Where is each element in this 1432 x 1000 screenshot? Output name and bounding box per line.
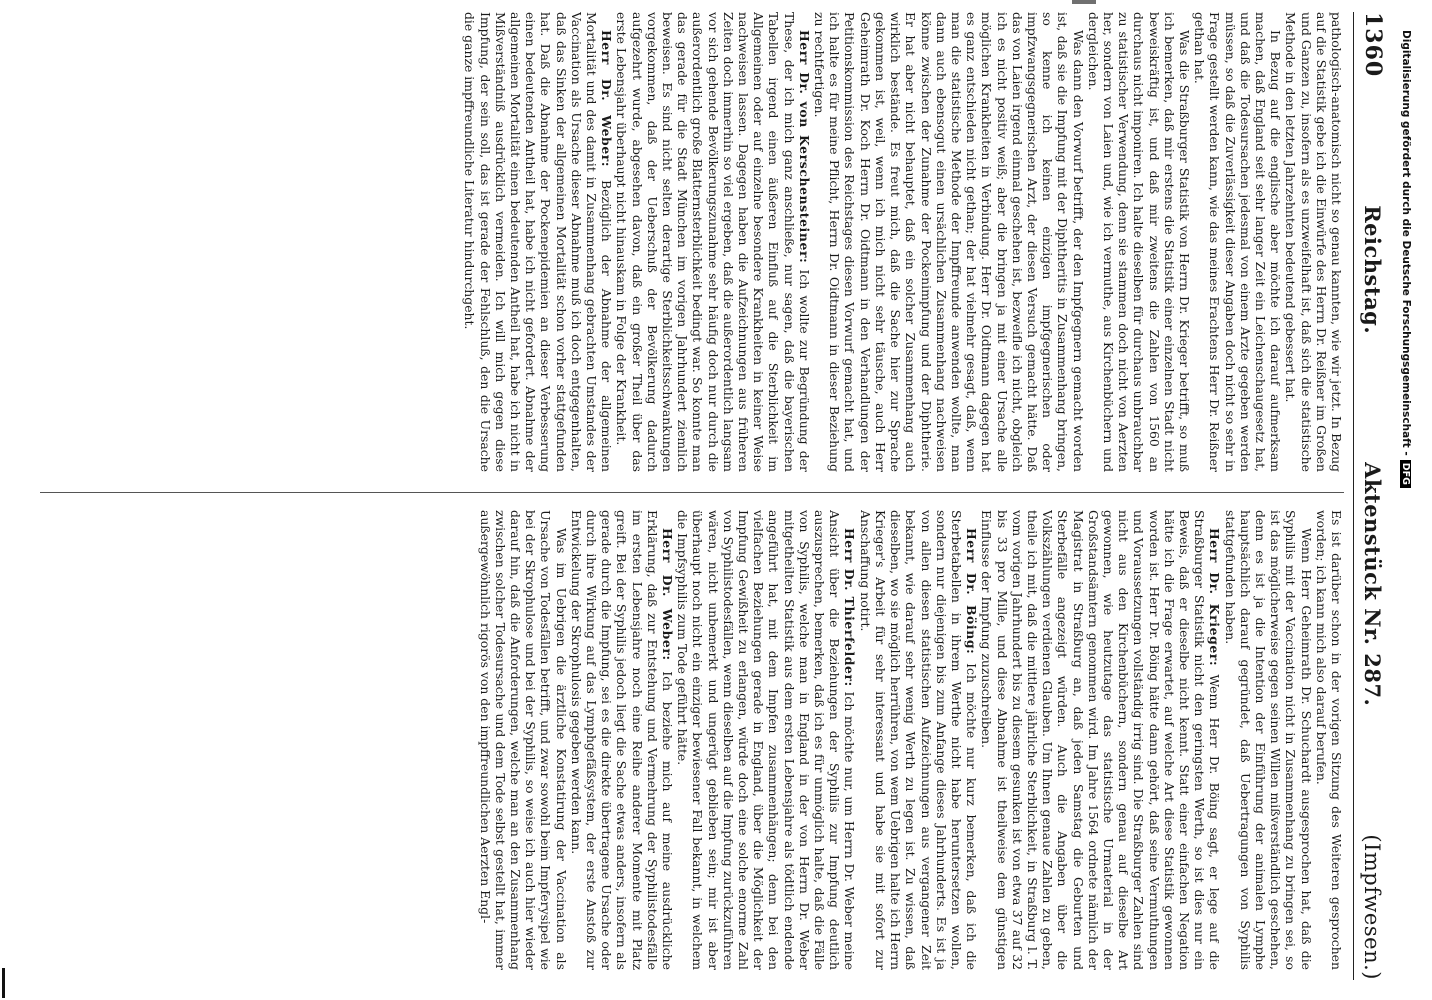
paragraph-text: pathologisch-anatomisch nicht so genau kannten, wie wir jetzt. In Bezug auf die Statistik gebe ich die Einwürfe des Herrn Dr. Reißner im Großen und Ganzen zu, insofern als es unzweifelhaft ist, daß sich die statistische Methode in den letzten Jahrzehnten bedeutend gebessert hat. bbox=[1283, 12, 1344, 472]
paragraph bbox=[462, 12, 614, 472]
column-divider bbox=[40, 492, 1344, 493]
scan-edge-mark bbox=[2, 968, 5, 998]
dfg-logo: DFG bbox=[1400, 460, 1411, 488]
paragraph-text: Wenn Herr Geheimrath Dr. Schuchardt ausgesprochen hat, daß die Syphilis mit der Vaccination nicht in Zusammenhang zu bringen sei, so ist das möglicherweise gegen seinen Willen mißverständlich geschehen, denn es ist ja die Intention der Einführung der animalen Lymphe hauptsächlich darauf gegründet, daß Uebertragungen von Syphilis stattgefunden haben. bbox=[1222, 510, 1314, 970]
paragraph bbox=[1314, 510, 1344, 970]
document-topic: (Impfwesen.) bbox=[1360, 834, 1384, 980]
paragraph-text: In Bezug auf die englische aber möchte ich darauf aufmerksam machen, daß England seit sehr langer Zeit ein Leichenschaugesetz hat, und daß die Todesursachen jedesmal von einem Arzte gegeben werden müssen, so daß die Zuverlässigkeit dieser Angaben doch nicht so sehr in Frage gestellt werden kann, wie das meines Erachtens Herr Dr. Reißner gethan hat. bbox=[1192, 12, 1284, 472]
speaker-name: Herr Dr. Böing: bbox=[964, 528, 980, 655]
rotated-document-page bbox=[30, 12, 1400, 980]
left-text-column bbox=[30, 12, 1344, 472]
paragraph-text: Was die Straßburger Statistik von Herrn Dr. Krieger betrifft, so muß ich bemerken, daß mir erstens die Statistik einer einzelnen Stadt nicht beweiskräftig ist, und daß mir zweitens die Zahlen von 1560 an durchaus nicht imponiren. Ich halte dieselben für durchaus unbrauchbar zu statistischer Verwendung, denn sie stammen doch nicht von Aerzten her, sondern von Laien und, wie ich vermuthe, aus Kirchenbüchern und dergleichen. bbox=[1085, 12, 1192, 472]
paragraph bbox=[1086, 12, 1192, 472]
paragraph-text: Es ist darüber schon in der vorigen Sitzung des Weiteren gesprochen worden; ich kann mich also darauf berufen. bbox=[1313, 510, 1344, 970]
document-number: Aktenstück Nr. 287. bbox=[1360, 462, 1385, 707]
paragraph-text: Bezüglich der Abnahme der allgemeinen Mortalität und des damit in Zusammenhang gebrachten Umstandes der Vaccination als Ursache dieser Abnahme muß ich doch entgegenhalten, daß das Sinken der allgemeinen Mortalität schon vorher stattgefunden hat. Daß die Abnahme der Pockenepidemien an dieser Verbesserung einen bedeutenden Antheil hat, habe ich nicht gefordert. Abnahme der allgemeinen Mortalität einen bedeutenden Antheil hat, habe ich nicht in Mißverständniß ausdrücklich vermeiden. Ich will mich gegen diese Impfung, der sein soll, das ist gerade der Fehlschluß, den die Ursache die ganze impffreundliche Literatur hindurchgeht. bbox=[462, 12, 615, 472]
paragraph bbox=[979, 510, 1222, 970]
scan-top-mark bbox=[1072, 0, 1096, 4]
paragraph bbox=[569, 510, 675, 970]
paragraph-text: Ich wollte zur Begründung der These, der ich mich ganz anschließe, nur sagen, daß die bayerischen Tabellen irgend einen äußeren Einfluß auf die Sterblichkeit im Allgemeinen oder auf einzelne besondere Krankheiten in keiner Weise nachweisen lassen. Dagegen haben die Aufzeichnungen aus früheren Zeiten doch immerhin so viel ergeben, daß die außerordentlich langsam vor sich gehende Bevölkerungszunahme sehr häufig doch nur durch die außerordentlich große Blatternsterblichkeit bedingt war. So konnte man das gerade für die Stadt München im vorigen Jahrhundert ziemlich beweisen. Es sind nicht selten derartige Sterblichkeitsschwankungen vorgekommen, daß der Ueberschuß der Bevölkerung dadurch aufgezehrt wurde, abgesehen davon, daß ein großer Theil über das erste Lebensjahr überhaupt nicht hinauskam in Folge der Krankheit. bbox=[614, 12, 812, 472]
paragraph-text: Ich möchte nur kurz bemerken, daß ich die Sterbetabellen in ihrem Werthe nicht habe heruntersetzen wollen, sondern nur diejenigen bis zum Anfange dieses Jahrhunderts. Es ist ja von allen diesen statistischen Aufzeichnungen aus vergangener Zeit bekannt, wie darauf sehr wenig Werth zu legen ist. Zu wissen, daß dieselben, wo sie möglich herrühren, von wem Uebrigen halte ich Herrn Krieger's Arbeit für sehr interessant und habe sie mit sofort zur Anschaffung notirt. bbox=[857, 510, 980, 970]
speaker-name: Herr Dr. Weber: bbox=[660, 528, 676, 661]
paragraph-text: Was dann den Vorwurf betrifft, der den Impfgegnern gemacht worden ist, daß sie die Impfung mit der Diphtheritis in Zusammenhang bringen, so kenne ich keinen einzigen impfgegnerischen oder impfzwangsgegnerischen Arzt, der diesen Versuch gemacht hätte. Daß das von Laien irgend einmal geschehen ist, bezweifle ich nicht, obgleich ich es nicht positiv weiß; aber die bringen ja mit einer Ursache alle möglichen Krankheiten in Verbindung. Herr Dr. Oidtmann dagegen hat es ganz entschieden nicht gethan; der hat vielmehr gesagt, daß, wenn man die statistische Methode der Impffreunde anwenden wollte, man dann auch ebensogut einen ursächlichen Zusammenhang nachweisen könne zwischen der Zunahme der Pockenimpfung und der Diphtherie. Er hat aber nicht behauptet, daß ein solcher Zusammenhang auch wirklich bestände. Es freut mich, daß die Sache hier zur Sprache gekommen ist, weil, wenn ich mich nicht sehr täusche, auch Herr Geheimrath Dr. Koch Herrn Dr. Oidtmann in den Verhandlungen der Petitionskommission des Reichstages diesen Vorwurf gemacht hat, und ich halte es für meine Pflicht, Herrn Dr. Oidtmann in dieser Beziehung zu rechtfertigen. bbox=[812, 12, 1086, 472]
page-header bbox=[1360, 12, 1400, 980]
paragraph bbox=[614, 12, 812, 472]
paragraph-text: Ich möchte nur, um Herrn Dr. Weber meine Ansicht über die Beziehungen der Syphilis zur Impfung deutlich auszusprechen, bemerken, daß ich es für unmöglich halte, daß die Fälle von Syphilis, welche man in England in der von Herrn Dr. Weber mitgetheilten Statistik aus dem ersten Lebensjahre als tödtlich endende angeführt hat, mit dem Impfen zusammenhängen; denn bei den vielfachen Beziehungen gerade in England, über die Möglichkeit der Impfung Gewißheit zu erlangen, würde doch eine solche enorme Zahl von Syphilistodesfällen, wenn dieselben auf die Impfung zurückzuführen wären, nicht unbemerkt und ungerügt geblieben sein; mir ist aber überhaupt noch nicht ein einziger bewiesener Fall bekannt, in welchem die Impfsyphilis zum Tode geführt hätte. bbox=[675, 510, 858, 970]
paragraph bbox=[675, 510, 857, 970]
digitization-credit bbox=[1396, 30, 1412, 990]
digitization-credit-text: Digitalisierung gefördert durch die Deutsche Forschungsgemeinschaft - bbox=[1400, 30, 1412, 456]
speaker-name: Herr Dr. Krieger: bbox=[1207, 528, 1223, 667]
paragraph bbox=[1222, 510, 1313, 970]
paragraph bbox=[1283, 12, 1344, 472]
paragraph bbox=[812, 12, 1086, 472]
header-rule bbox=[1353, 12, 1354, 980]
speaker-name: Herr Dr. Weber: bbox=[599, 30, 615, 168]
paragraph bbox=[477, 510, 568, 970]
right-text-column bbox=[30, 510, 1344, 970]
speaker-name: Herr Dr. Thierfelder: bbox=[842, 528, 858, 687]
paragraph-text: Wenn Herr Dr. Böing sagt, er lege auf die Straßburger Statistik nicht den geringsten Werth, so ist dies nur ein Beweis, daß er dieselbe nicht kennt. Statt einer einfachen Negation hätte ich die Frage erwartet, auf welche Art diese Statistik gewonnen worden ist. Herr Dr. Böing hätte dann gehört, daß seine Vermuthungen und Voraussetzungen vollständig irrig sind. Die Straßburger Zahlen sind nicht aus den Kirchenbüchern, sondern genau auf dieselbe Art gewonnen, wie heutzutage das statistische Urmaterial in der Großstandsämtern genommen wird. Im Jahre 1564 ordnete nämlich der Magistrat in Straßburg an, daß jeden Samstag die Geburten und Sterbefälle angezeigt würden. Auch die Angaben über die Volkszählungen verdienen Glauben. Um Ihnen genaue Zahlen zu geben, theile ich mit, daß die mittlere jährliche Sterblichkeit, in Straßburg l. T. vom vorigen Jahrhundert bis zu diesem gesunken ist von etwa 37 auf 32 bis 33 pro Mille, und diese Abnahme ist theilweise dem günstigen Einflusse der Impfung zuzuschreiben. bbox=[979, 510, 1223, 970]
paragraph-text: Was im Uebrigen die ärztliche Konstatirung der Vaccination als Ursache von Todesfällen betrifft, und zwar sowohl beim Impferysipel wie bei der Skrophulose und bei der Syphilis, so weise ich auch hier wieder darauf hin, daß die Anforderungen, welche man an den Zusammenhang zwischen solcher Todesursache und dem Tode selbst gestellt hat, immer außergewöhnlich rigorös von den impffreundlichen Aerzten Engl- bbox=[477, 510, 569, 970]
paragraph bbox=[1192, 12, 1283, 472]
paragraph bbox=[858, 510, 980, 970]
page-number: 1360 bbox=[1360, 12, 1386, 78]
publication-title: Reichstag. bbox=[1360, 205, 1385, 335]
speaker-name: Herr Dr. von Kerschensteiner: bbox=[796, 30, 812, 264]
paragraph-text: Ich beziehe mich auf meine ausdrückliche Erklärung, daß zur Entstehung und Vermehrung der Syphilistodesfälle im ersten Lebensjahre noch eine Reihe anderer Momente mit Platz greift. Bei der Syphilis jedoch liegt die Sache etwas anders, insofern als gerade durch die Impfung, sei es die direkte übertragene Ursache oder durch ihre Wirkung auf das Lymphgefäßsystem, der erste Anstoß zur Entwickelung der Skrophulosis gegeben werden kann. bbox=[568, 510, 676, 970]
